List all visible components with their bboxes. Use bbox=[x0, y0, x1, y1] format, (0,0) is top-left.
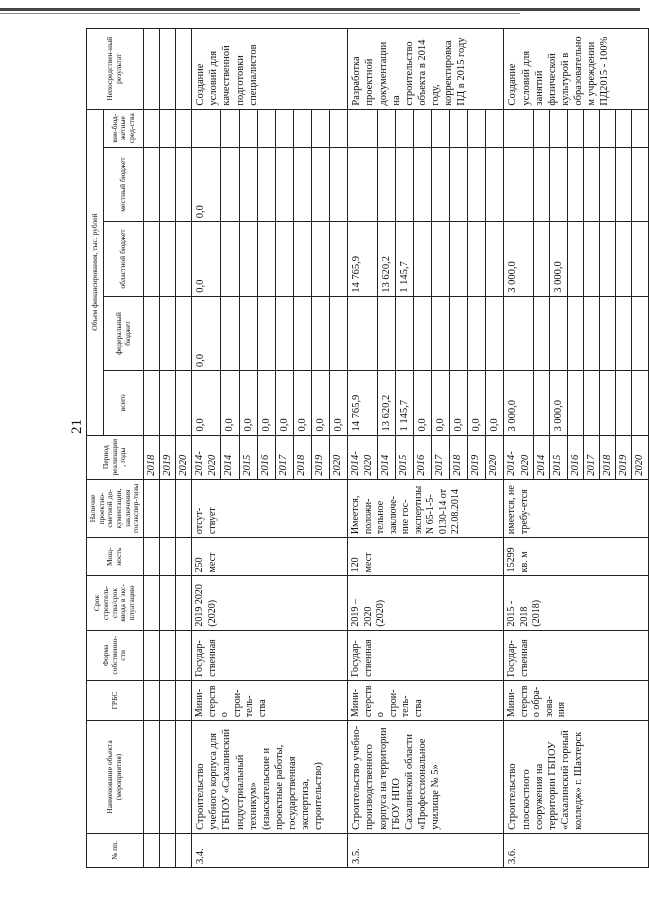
top-year: 2020 bbox=[176, 435, 192, 479]
total-value: 0,0 bbox=[221, 371, 239, 435]
federal-value bbox=[600, 296, 616, 370]
other-value bbox=[395, 109, 413, 147]
object-name: Строительство плоскостного сооружения на территории ГБПОУ «Сахалинский горный колледж» г. Шахтерск bbox=[504, 721, 648, 834]
other-value bbox=[431, 109, 449, 147]
other-value bbox=[257, 109, 275, 147]
regional-value bbox=[600, 222, 616, 296]
regional-value bbox=[567, 222, 583, 296]
period-year: 2015 bbox=[549, 435, 567, 479]
local-value bbox=[348, 147, 377, 221]
period-year: 2019 bbox=[312, 435, 330, 479]
total-value: 0,0 bbox=[330, 371, 348, 435]
federal-value bbox=[330, 296, 348, 370]
period-year: 2017 bbox=[431, 435, 449, 479]
local-value bbox=[468, 147, 486, 221]
total-value: 0,0 bbox=[293, 371, 311, 435]
other-value bbox=[330, 109, 348, 147]
total-value: 3 000,0 bbox=[504, 371, 533, 435]
scan-edge-line bbox=[0, 13, 520, 14]
other-value bbox=[192, 109, 221, 147]
total-value bbox=[600, 371, 616, 435]
federal-value bbox=[413, 296, 431, 370]
other-value bbox=[377, 109, 395, 147]
header-other: вне-бюд-жетные сред-ства bbox=[104, 109, 143, 147]
header-capacity: Мощ-ность bbox=[87, 538, 144, 576]
federal-value bbox=[468, 296, 486, 370]
other-value bbox=[275, 109, 293, 147]
other-value bbox=[239, 109, 257, 147]
grbs-cell: Мини-стерство строи-тель-ства bbox=[348, 680, 504, 720]
result-cell: Создание условий для занятий физической культурой в образовательном учреждении ПД2015 - 100% bbox=[504, 29, 648, 110]
federal-value bbox=[584, 296, 600, 370]
local-value bbox=[567, 147, 583, 221]
term-cell: 2015 - 2018 (2018) bbox=[504, 576, 648, 630]
regional-value bbox=[533, 222, 549, 296]
period-year: 2017 bbox=[584, 435, 600, 479]
table-row bbox=[143, 29, 159, 868]
header-federal: федеральный бюджет bbox=[104, 296, 143, 370]
total-value: 0,0 bbox=[468, 371, 486, 435]
term-cell: 2019 2020 (2020) bbox=[192, 576, 348, 630]
regional-value bbox=[257, 222, 275, 296]
period-year: 2016 bbox=[413, 435, 431, 479]
local-value bbox=[312, 147, 330, 221]
local-value bbox=[239, 147, 257, 221]
period-year: 2014 bbox=[533, 435, 549, 479]
other-value bbox=[468, 109, 486, 147]
header-regional: областной бюджет bbox=[104, 222, 143, 296]
regional-value bbox=[293, 222, 311, 296]
local-value bbox=[377, 147, 395, 221]
local-value bbox=[504, 147, 533, 221]
federal-value bbox=[275, 296, 293, 370]
total-value: 0,0 bbox=[450, 371, 468, 435]
page-number: 21 bbox=[69, 419, 85, 434]
other-value bbox=[632, 109, 648, 147]
table-body bbox=[143, 29, 648, 868]
federal-value bbox=[533, 296, 549, 370]
regional-value bbox=[275, 222, 293, 296]
period-year: 2018 bbox=[450, 435, 468, 479]
rotated-table-container bbox=[86, 28, 646, 868]
local-value bbox=[413, 147, 431, 221]
table-row bbox=[176, 29, 192, 868]
local-value bbox=[431, 147, 449, 221]
other-value bbox=[616, 109, 632, 147]
other-value bbox=[312, 109, 330, 147]
design-cell: Имеется, положи-тельное заключе-ние гос-экспертизы N 65-1-5-0130-14 от 22.08.2014 bbox=[348, 479, 504, 537]
total-value: 13 620,2 bbox=[377, 371, 395, 435]
regional-value bbox=[468, 222, 486, 296]
header-result: Непосредствен-ный результат bbox=[87, 29, 144, 110]
header-name: Наименование объекта (мероприятия) bbox=[87, 721, 144, 834]
federal-value bbox=[504, 296, 533, 370]
local-value bbox=[486, 147, 504, 221]
local-value bbox=[632, 147, 648, 221]
period-year: 2014 bbox=[377, 435, 395, 479]
other-value bbox=[533, 109, 549, 147]
other-value bbox=[504, 109, 533, 147]
top-year: 2019 bbox=[159, 435, 175, 479]
period-year: 2018 bbox=[600, 435, 616, 479]
regional-value: 0,0 bbox=[192, 222, 221, 296]
local-value bbox=[584, 147, 600, 221]
local-value bbox=[616, 147, 632, 221]
period-year: 2019 bbox=[616, 435, 632, 479]
header-total: всего bbox=[104, 371, 143, 435]
capacity-cell: 120 мест bbox=[348, 538, 504, 576]
other-value bbox=[600, 109, 616, 147]
regional-value: 3 000,0 bbox=[504, 222, 533, 296]
period-year: 2014 bbox=[221, 435, 239, 479]
federal-value bbox=[486, 296, 504, 370]
design-cell: отсут-ствует bbox=[192, 479, 348, 537]
total-value: 0,0 bbox=[239, 371, 257, 435]
ownership-cell: Государ-ственная bbox=[504, 630, 648, 680]
regional-value bbox=[486, 222, 504, 296]
other-value bbox=[348, 109, 377, 147]
local-value bbox=[257, 147, 275, 221]
term-cell: 2019 – 2020 (2020) bbox=[348, 576, 504, 630]
regional-value bbox=[239, 222, 257, 296]
total-value: 0,0 bbox=[486, 371, 504, 435]
header-period: Период реализации, годы bbox=[87, 435, 144, 479]
table-row bbox=[192, 29, 221, 868]
total-value bbox=[567, 371, 583, 435]
other-value bbox=[293, 109, 311, 147]
header-row bbox=[87, 29, 104, 868]
other-value bbox=[413, 109, 431, 147]
period-year: 2020 bbox=[486, 435, 504, 479]
total-value bbox=[584, 371, 600, 435]
total-value bbox=[533, 371, 549, 435]
header-ownership: Форма собственно-сти bbox=[87, 630, 144, 680]
federal-value bbox=[395, 296, 413, 370]
local-value bbox=[293, 147, 311, 221]
total-value: 0,0 bbox=[312, 371, 330, 435]
table-row bbox=[159, 29, 175, 868]
ownership-cell: Государ-ственная bbox=[348, 630, 504, 680]
regional-value bbox=[616, 222, 632, 296]
period-year: 2017 bbox=[275, 435, 293, 479]
table-row bbox=[504, 29, 533, 868]
local-value bbox=[549, 147, 567, 221]
federal-value bbox=[450, 296, 468, 370]
header-num: № пп. bbox=[87, 833, 144, 867]
period-year: 2014-2020 bbox=[348, 435, 377, 479]
other-value bbox=[450, 109, 468, 147]
regional-value bbox=[431, 222, 449, 296]
top-year: 2018 bbox=[143, 435, 159, 479]
result-cell: Создание условий для качественной подготовки специалистов bbox=[192, 29, 348, 110]
object-name: Строительство учебного корпуса для ГБПОУ «Сахалинский индустриальный техникум» (изыскательские и проектные работы, государственная экспертиза, строительство) bbox=[192, 721, 348, 834]
capacity-cell: 15299 кв. м bbox=[504, 538, 648, 576]
regional-value bbox=[312, 222, 330, 296]
regional-value bbox=[632, 222, 648, 296]
federal-value bbox=[632, 296, 648, 370]
period-year: 2014-2020 bbox=[504, 435, 533, 479]
other-value bbox=[549, 109, 567, 147]
period-year: 2016 bbox=[257, 435, 275, 479]
federal-value bbox=[616, 296, 632, 370]
total-value: 3 000,0 bbox=[549, 371, 567, 435]
federal-value: 0,0 bbox=[192, 296, 221, 370]
grbs-cell: Мини-стерство обра-зова-ния bbox=[504, 680, 648, 720]
regional-value: 1 145,7 bbox=[395, 222, 413, 296]
local-value bbox=[221, 147, 239, 221]
period-year: 2016 bbox=[567, 435, 583, 479]
total-value: 0,0 bbox=[413, 371, 431, 435]
object-name: Строительство учебно-производственного корпуса на территории ГБОУ НПО Сахалинской области «Профессиональное училище № 5» bbox=[348, 721, 504, 834]
other-value bbox=[486, 109, 504, 147]
local-value bbox=[450, 147, 468, 221]
total-value: 0,0 bbox=[275, 371, 293, 435]
total-value: 0,0 bbox=[431, 371, 449, 435]
total-value: 0,0 bbox=[192, 371, 221, 435]
local-value bbox=[600, 147, 616, 221]
federal-value bbox=[377, 296, 395, 370]
federal-value bbox=[567, 296, 583, 370]
local-value bbox=[395, 147, 413, 221]
design-cell: имеется, не требу-ется bbox=[504, 479, 648, 537]
regional-value bbox=[330, 222, 348, 296]
local-value: 0,0 bbox=[192, 147, 221, 221]
regional-value: 13 620,2 bbox=[377, 222, 395, 296]
period-year: 2014-2020 bbox=[192, 435, 221, 479]
ownership-cell: Государ-ственная bbox=[192, 630, 348, 680]
federal-value bbox=[549, 296, 567, 370]
regional-value bbox=[221, 222, 239, 296]
row-number: 3.5. bbox=[348, 833, 504, 867]
total-value bbox=[616, 371, 632, 435]
local-value bbox=[533, 147, 549, 221]
other-value bbox=[221, 109, 239, 147]
regional-value bbox=[450, 222, 468, 296]
result-cell: Разработка проектной документации на строительство объекта в 2014 году, корректировка ПД в 2015 году bbox=[348, 29, 504, 110]
header-term: Срок строитель-ства/срок ввода в экс-плуатацию bbox=[87, 576, 144, 630]
period-year: 2015 bbox=[395, 435, 413, 479]
header-grbs: ГРБС bbox=[87, 680, 144, 720]
regional-value bbox=[413, 222, 431, 296]
table-row bbox=[348, 29, 377, 868]
header-design: Наличие проектно-сметной до-кументации, заключения госэкспер-тизы bbox=[87, 479, 144, 537]
period-year: 2019 bbox=[468, 435, 486, 479]
federal-value bbox=[257, 296, 275, 370]
period-year: 2018 bbox=[293, 435, 311, 479]
regional-value: 3 000,0 bbox=[549, 222, 567, 296]
federal-value bbox=[293, 296, 311, 370]
total-value: 14 765,9 bbox=[348, 371, 377, 435]
total-value bbox=[632, 371, 648, 435]
federal-value bbox=[348, 296, 377, 370]
header-funding: Объем финансирования, тыс. рублей bbox=[87, 109, 104, 435]
row-number: 3.6. bbox=[504, 833, 648, 867]
period-year: 2020 bbox=[632, 435, 648, 479]
other-value bbox=[567, 109, 583, 147]
grbs-cell: Мини-стерство строи-тель-ства bbox=[192, 680, 348, 720]
federal-value bbox=[312, 296, 330, 370]
capacity-cell: 250 мест bbox=[192, 538, 348, 576]
row-number: 3.4. bbox=[192, 833, 348, 867]
regional-value: 14 765,9 bbox=[348, 222, 377, 296]
total-value: 0,0 bbox=[257, 371, 275, 435]
other-value bbox=[584, 109, 600, 147]
total-value: 1 145,7 bbox=[395, 371, 413, 435]
header-local: местный бюджет bbox=[104, 147, 143, 221]
local-value bbox=[275, 147, 293, 221]
federal-value bbox=[221, 296, 239, 370]
local-value bbox=[330, 147, 348, 221]
period-year: 2015 bbox=[239, 435, 257, 479]
federal-value bbox=[431, 296, 449, 370]
program-table bbox=[86, 28, 649, 868]
period-year: 2020 bbox=[330, 435, 348, 479]
federal-value bbox=[239, 296, 257, 370]
scan-edge-line bbox=[0, 8, 640, 11]
regional-value bbox=[584, 222, 600, 296]
